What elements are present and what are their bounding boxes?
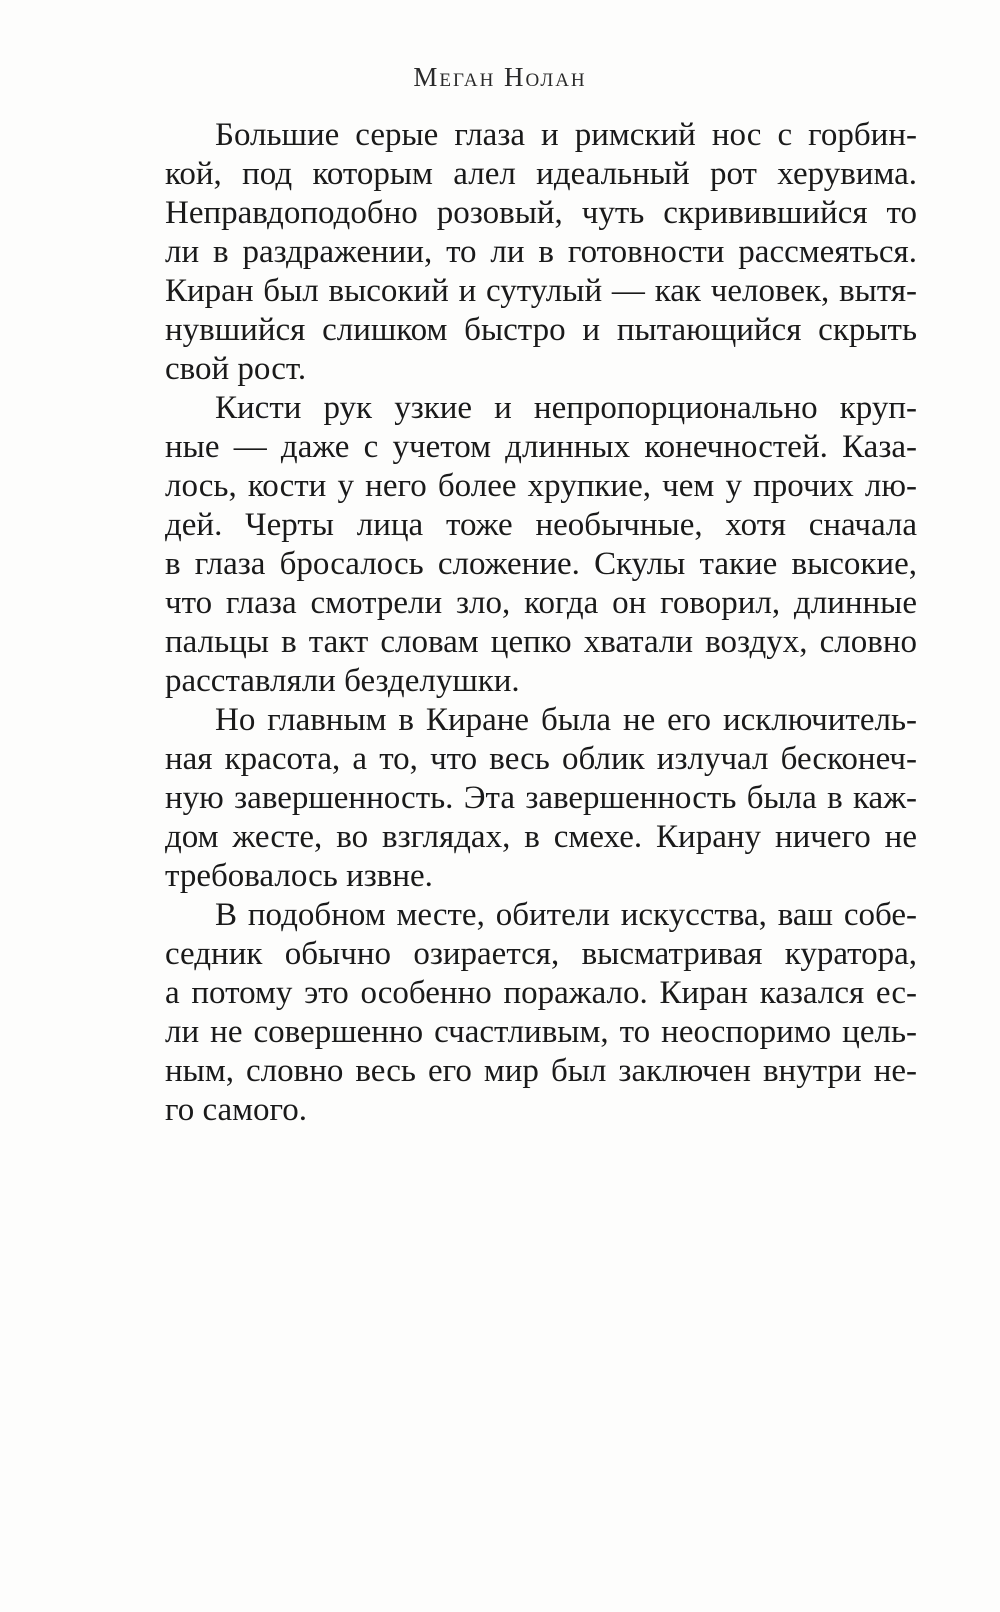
running-head: Меган Нолан [413, 62, 587, 92]
paragraph-2-line-6: что глаза смотрели зло, когда он говорил, длинные [165, 585, 917, 621]
paragraph-3-line-5: требовалось извне. [165, 858, 433, 894]
paragraph-1-line-7: свой рост. [165, 351, 307, 387]
paragraph-1-line-3: Неправдоподобно розовый, чуть скривившийся то [165, 195, 917, 231]
paragraph-2-line-1: Кисти рук узкие и непропорционально круп- [215, 390, 917, 426]
paragraph-1-line-6: нувшийся слишком быстро и пытающийся скрыть [165, 312, 917, 348]
paragraph-1-line-4: ли в раздражении, то ли в готовности рассмеяться. [165, 234, 917, 270]
paragraph-2-line-2: ные — даже с учетом длинных конечностей. Каза- [165, 429, 917, 465]
paragraph-2-line-3: лось, кости у него более хрупкие, чем у прочих лю- [165, 468, 917, 504]
paragraph-4-line-4: ли не совершенно счастливым, то неоспоримо цель- [165, 1014, 917, 1050]
paragraph-4-line-6: го самого. [165, 1092, 308, 1128]
paragraph-4-line-5: ным, словно весь его мир был заключен внутри не- [165, 1053, 917, 1089]
paragraph-2-line-7: пальцы в такт словам цепко хватали воздух, словно [165, 624, 917, 660]
paragraph-3-line-4: дом жесте, во взглядах, в смехе. Кирану ничего не [165, 819, 917, 855]
paragraph-3-line-2: ная красота, а то, что весь облик излучал бесконеч- [165, 741, 917, 777]
paragraph-1-line-5: Киран был высокий и сутулый — как человек, вытя- [165, 273, 917, 309]
paragraph-1-line-2: кой, под которым алел идеальный рот херувима. [165, 156, 917, 192]
paragraph-2-line-8: расставляли безделушки. [165, 663, 520, 699]
paragraph-4-line-1: В подобном месте, обители искусства, ваш собе- [215, 897, 917, 933]
paragraph-2-line-5: в глаза бросалось сложение. Скулы такие высокие, [165, 546, 917, 582]
paragraph-3-line-3: ную завершенность. Эта завершенность была в каж- [165, 780, 917, 816]
paragraph-1-line-1: Большие серые глаза и римский нос с горбин- [215, 117, 917, 153]
paragraph-3-line-1: Но главным в Киране была не его исключитель- [215, 702, 917, 738]
paragraph-4-line-2: седник обычно озирается, высматривая куратора, [165, 936, 917, 972]
body-text [165, 116, 917, 1130]
paragraph-2-line-4: дей. Черты лица тоже необычные, хотя сначала [165, 507, 917, 543]
paragraph-4-line-3: а потому это особенно поражало. Киран казался ес- [165, 975, 917, 1011]
